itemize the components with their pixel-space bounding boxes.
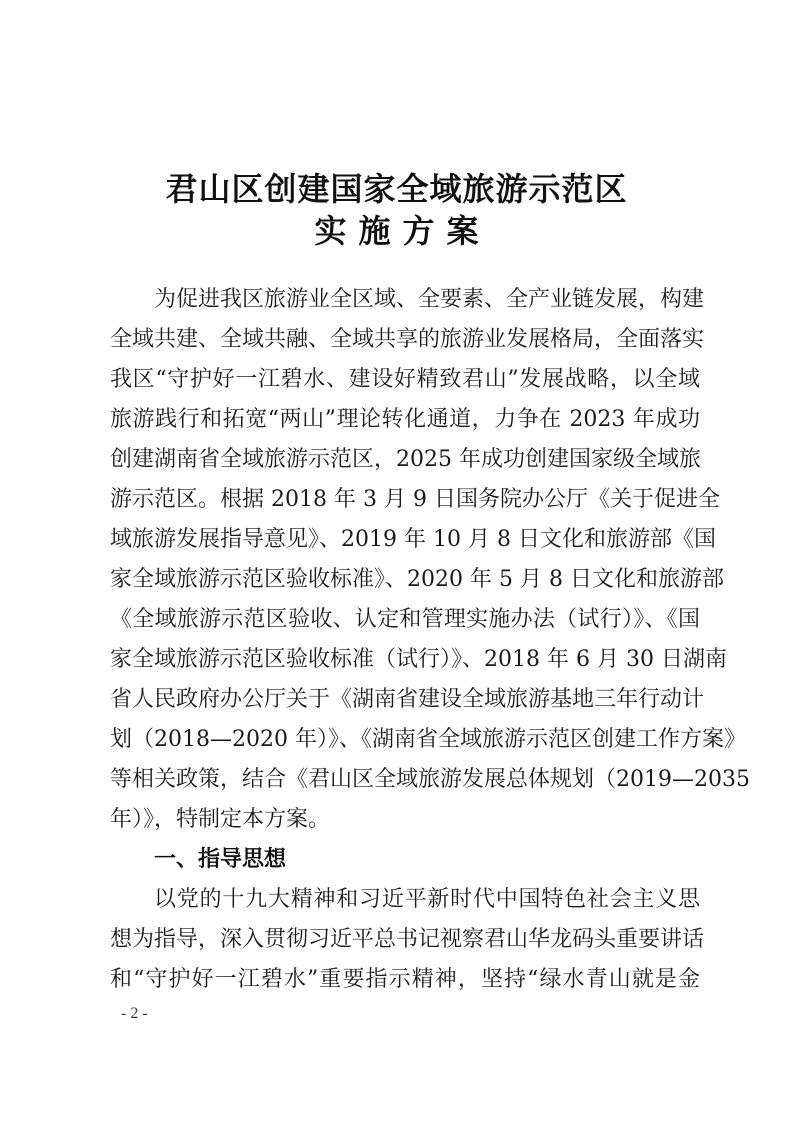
paragraph-line: 以党的十九大精神和习近平新时代中国特色社会主义思 bbox=[154, 887, 700, 912]
paragraph-line: 我区“守护好一江碧水、建设好精致君山”发展战略，以全域 bbox=[110, 367, 700, 392]
section-heading: 一、指导思想 bbox=[154, 847, 287, 872]
document-title: 君山区创建国家全域旅游示范区 bbox=[165, 170, 628, 208]
document-subtitle: 实施方案 bbox=[314, 212, 491, 250]
paragraph-line: 等相关政策，结合《君山区全域旅游发展总体规划（2019—2035 bbox=[110, 767, 750, 792]
paragraph-line: 域旅游发展指导意见》、2019 年 10 月 8 日文化和旅游部《国 bbox=[110, 527, 716, 552]
paragraph-line: 划（2018—2020 年）》、《湖南省全域旅游示范区创建工作方案》 bbox=[110, 727, 746, 752]
paragraph-line: 游示范区。根据 2018 年 3 月 9 日国务院办公厅《关于促进全 bbox=[110, 487, 720, 512]
page-number: - 2 - bbox=[121, 1005, 148, 1022]
paragraph-line: 家全域旅游示范区验收标准》、2020 年 5 月 8 日文化和旅游部 bbox=[110, 567, 724, 592]
paragraph-line: 想为指导，深入贯彻习近平总书记视察君山华龙码头重要讲话 bbox=[110, 927, 705, 952]
paragraph-line: 和“守护好一江碧水”重要指示精神，坚持“绿水青山就是金 bbox=[110, 967, 700, 992]
paragraph-line: 为促进我区旅游业全区域、全要素、全产业链发展，构建 bbox=[154, 287, 705, 312]
paragraph-line: 《全域旅游示范区验收、认定和管理实施办法（试行）》、《国 bbox=[110, 607, 700, 632]
paragraph-line: 创建湖南省全域旅游示范区，2025 年成功创建国家级全域旅 bbox=[110, 447, 701, 472]
paragraph-line: 省人民政府办公厅关于《湖南省建设全域旅游基地三年行动计 bbox=[110, 687, 705, 712]
paragraph-line: 全域共建、全域共融、全域共享的旅游业发展格局，全面落实 bbox=[110, 327, 705, 352]
paragraph-line: 年）》，特制定本方案。 bbox=[110, 807, 331, 832]
paragraph-line: 旅游践行和拓宽“两山”理论转化通道，力争在 2023 年成功 bbox=[110, 407, 700, 432]
paragraph-line: 家全域旅游示范区验收标准（试行）》、2018 年 6 月 30 日湖南 bbox=[110, 647, 727, 672]
